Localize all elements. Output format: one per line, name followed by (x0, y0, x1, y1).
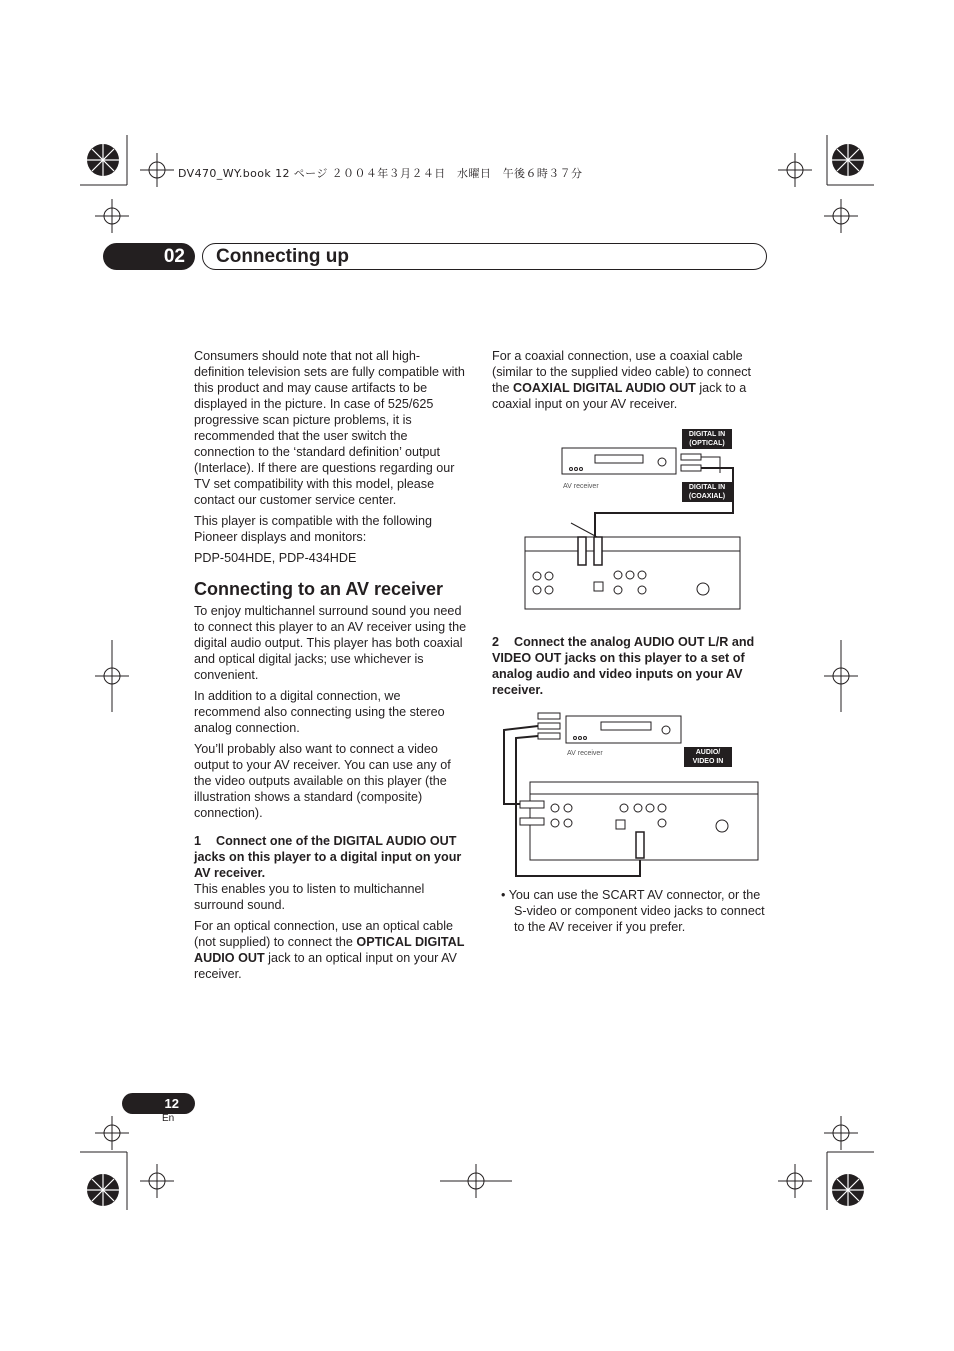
coaxial-connection-paragraph (492, 348, 768, 412)
display-models-paragraph: PDP-504HDE, PDP-434HDE (194, 551, 357, 565)
step-number: 2 (492, 635, 500, 649)
analog-connection-diagram (500, 708, 760, 880)
step-1-body: This enables you to listen to multichannel surround sound. (194, 882, 425, 912)
coax-text-end: jack to a coaxial input on your AV receiver. (492, 381, 747, 411)
step-text: Connect the analog AUDIO OUT L/R and VIDEO OUT jacks on this player to a set of analog audio and video inputs on your AV receiver. (492, 635, 755, 697)
av-label-line1: AUDIO/ (695, 749, 721, 756)
chapter-title: Connecting up (216, 246, 349, 267)
step-text: Connect one of the DIGITAL AUDIO OUT jacks on this player to a digital input on your AV receiver. (194, 834, 462, 880)
coaxial-label-line2: (COAXIAL) (688, 493, 726, 500)
receiver-label: AV receiver (567, 750, 603, 757)
file-header-line: DV470_WY.book 12 ページ ２００４年３月２４日 水曜日 午後６時３７分 (178, 167, 583, 180)
bullet-item: • You can use the SCART AV connector, or the S-video or component video jacks to connect to the AV receiver if you prefer. (501, 888, 765, 934)
digital-connection-diagram (515, 425, 745, 610)
analog-recommendation-paragraph: In addition to a digital connection, we recommend also connecting using the stereo analog connection. (194, 689, 445, 735)
optical-connection-paragraph (194, 918, 470, 982)
left-column (194, 348, 470, 987)
hd-compatibility-paragraph: Consumers should note that not all high-definition television sets are fully compatible with this product and may cause artifacts to be displayed in the picture. In case of 525/625 progressive scan picture problems, it is recommended that the user switch the connection to the ‘standard definition’ output (Interlace). If there are questions regarding our TV set compatibility with this model, please contact our customer service center. (194, 349, 465, 507)
audio-video-in-label (684, 747, 732, 767)
step-2-block (492, 622, 770, 698)
section-title: Connecting to an AV receiver (194, 579, 444, 599)
optical-text-end: jack to an optical input on your AV receiver. (194, 951, 457, 981)
optical-label-line1: DIGITAL IN (688, 431, 726, 438)
digital-in-optical-label (682, 429, 732, 449)
av-receiver-icon (562, 448, 676, 474)
digital-in-coaxial-label (682, 482, 732, 502)
coax-jack-name: COAXIAL DIGITAL AUDIO OUT (513, 381, 696, 395)
optical-label-line2: (OPTICAL) (689, 440, 725, 447)
optical-jack-name: OPTICAL DIGITAL AUDIO OUT (194, 935, 465, 965)
bullet-text: You can use the SCART AV connector, or the S-video or component video jacks to connect to the AV receiver if you prefer. (508, 888, 765, 934)
chapter-number-badge: 02 (103, 243, 195, 270)
bullet-block (492, 887, 770, 940)
intro-paragraph: To enjoy multichannel surround sound you need to connect this player to an AV receiver using the digital audio output. This player has both coaxial and optical digital jacks; use whichever is convenient. (194, 604, 467, 682)
coax-text-start: For a coaxial connection, use a coaxial cable (similar to the supplied video cable) to connect the (492, 349, 752, 395)
step-1-heading (194, 833, 470, 881)
page-language: En (162, 1113, 175, 1124)
page-number-badge: 12 (122, 1093, 195, 1114)
receiver-label: AV receiver (563, 483, 599, 490)
coaxial-label-line1: DIGITAL IN (688, 484, 726, 491)
right-column (492, 348, 768, 417)
step-number: 1 (194, 834, 202, 848)
compatible-displays-paragraph: This player is compatible with the following Pioneer displays and monitors: (194, 514, 432, 544)
video-output-paragraph: You’ll probably also want to connect a video output to your AV receiver. You can use any of the video outputs available on this player (the illustration shows a standard (composite) connection). (194, 742, 451, 820)
av-label-line2: VIDEO IN (692, 758, 724, 765)
step-2-heading (492, 634, 770, 698)
optical-text-start: For an optical connection, use an optical cable (not supplied) to connect the (194, 919, 454, 949)
